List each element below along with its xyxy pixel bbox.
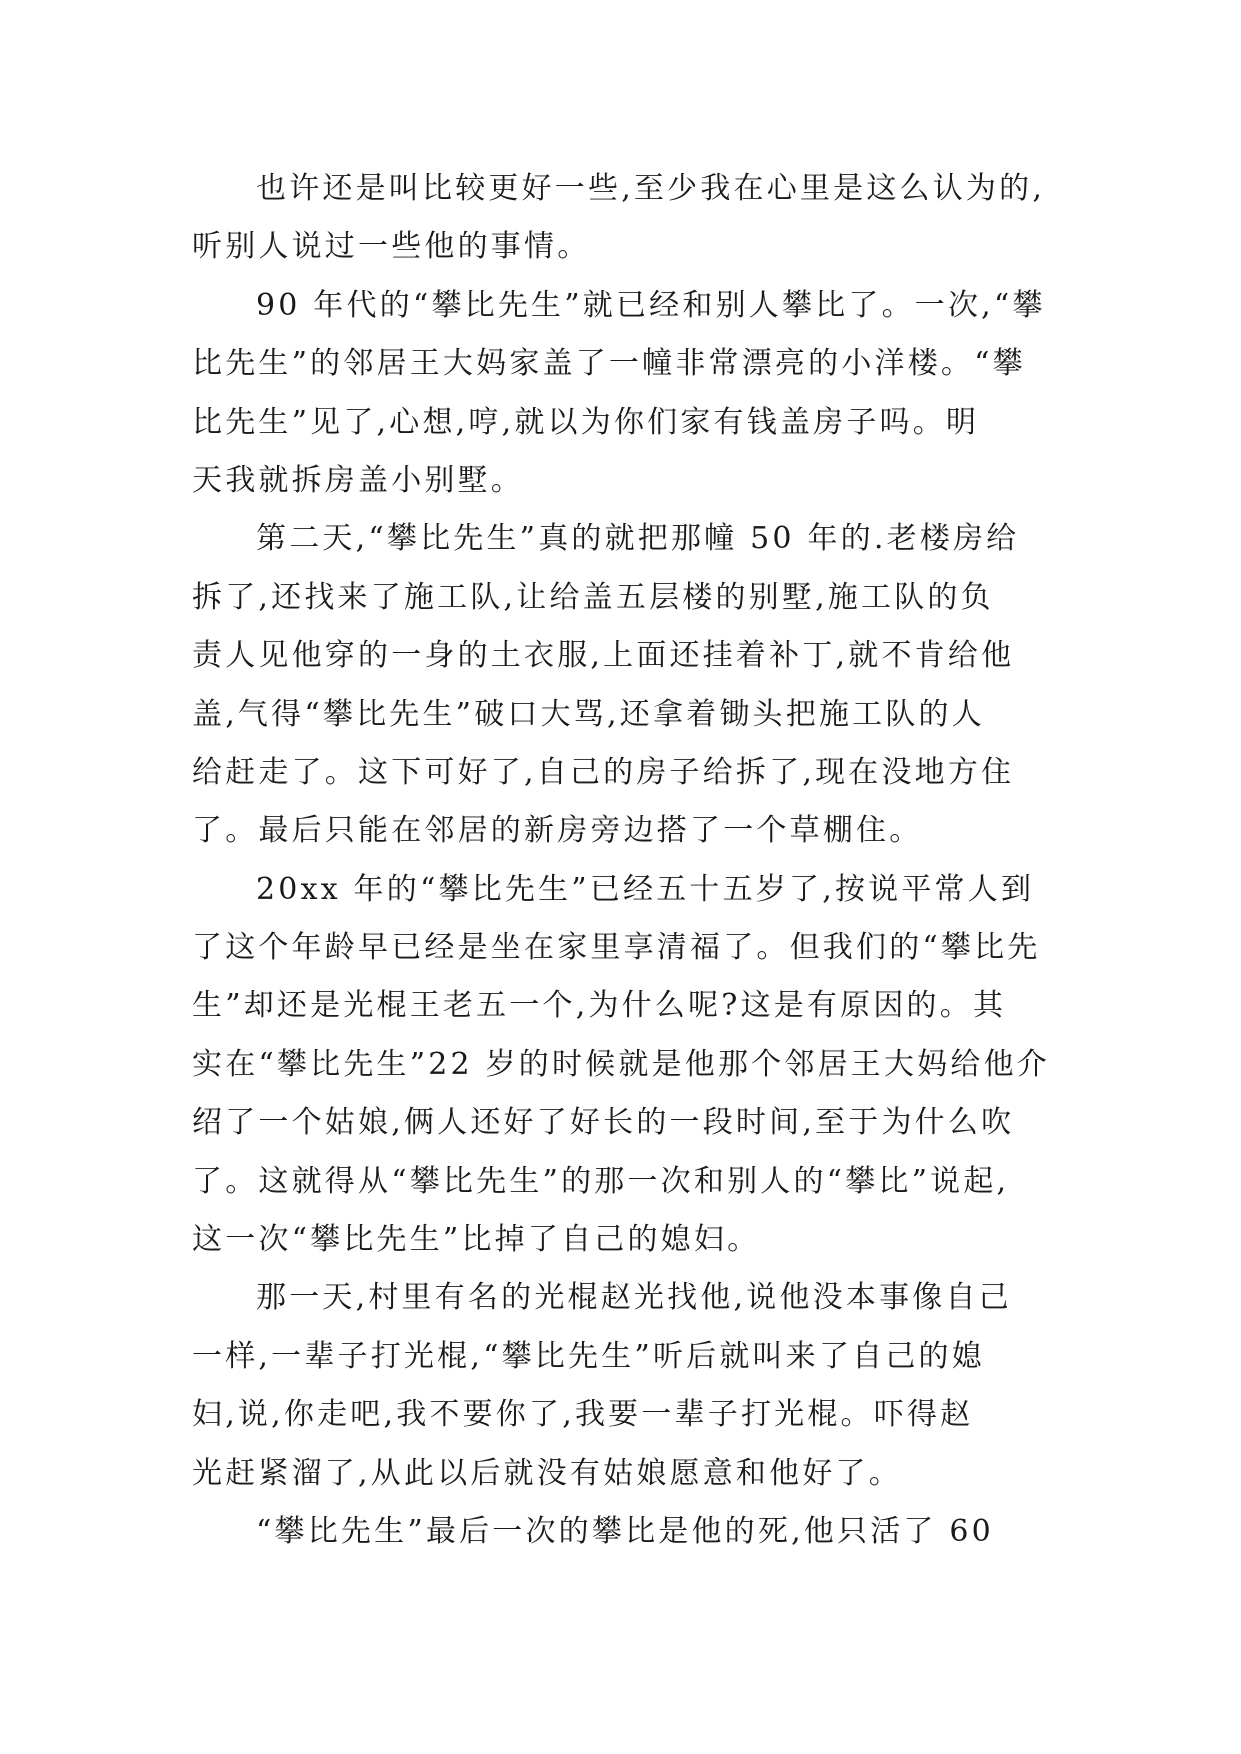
text-line: 了。最后只能在邻居的新房旁边搭了一个草棚住。 bbox=[192, 813, 923, 849]
text-line: 生”却还是光棍王老五一个,为什么呢?这是有原因的。其 bbox=[192, 988, 1007, 1024]
text-line: 一样,一辈子打光棍,“攀比先生”听后就叫来了自己的媳 bbox=[192, 1338, 985, 1374]
text-line: 实在“攀比先生”22 岁的时候就是他那个邻居王大妈给他介 bbox=[192, 1046, 1050, 1082]
paragraph-first-line: 也许还是叫比较更好一些,至少我在心里是这么认为的, bbox=[256, 171, 1046, 206]
text-line: 这一次“攀比先生”比掉了自己的媳妇。 bbox=[192, 1222, 761, 1258]
text-line: 天我就拆房盖小别墅。 bbox=[192, 462, 524, 498]
text-line: 听别人说过一些他的事情。 bbox=[192, 229, 591, 265]
text-line: 给赶走了。这下可好了,自己的房子给拆了,现在没地方住 bbox=[192, 754, 1015, 790]
text-line: 绍了一个姑娘,俩人还好了好长的一段时间,至于为什么吹 bbox=[192, 1105, 1015, 1141]
text-line: 责人见他穿的一身的土衣服,上面还挂着补丁,就不肯给他 bbox=[192, 638, 1015, 674]
text-line: 比先生”见了,心想,哼,就以为你们家有钱盖房子吗。明 bbox=[192, 404, 980, 440]
body-text bbox=[192, 160, 1054, 1561]
text-line: 了。这就得从“攀比先生”的那一次和别人的“攀比”说起, bbox=[192, 1163, 1010, 1199]
text-line: 光赶紧溜了,从此以后就没有姑娘愿意和他好了。 bbox=[192, 1455, 902, 1491]
text-line: 妇,说,你走吧,我不要你了,我要一辈子打光棍。吓得赵 bbox=[192, 1397, 974, 1433]
text-line: 了这个年龄早已经是坐在家里享清福了。但我们的“攀比先 bbox=[192, 930, 1041, 966]
paragraph-first-line: 20xx 年的“攀比先生”已经五十五岁了,按说平常人到 bbox=[256, 871, 1035, 907]
text-line: 拆了,还找来了施工队,让给盖五层楼的别墅,施工队的负 bbox=[192, 579, 994, 615]
paragraph-first-line: 那一天,村里有名的光棍赵光找他,说他没本事像自己 bbox=[256, 1280, 1012, 1316]
paragraph-first-line: 90 年代的“攀比先生”就已经和别人攀比了。一次,“攀 bbox=[256, 287, 1046, 323]
text-line: 比先生”的邻居王大妈家盖了一幢非常漂亮的小洋楼。“攀 bbox=[192, 346, 1026, 382]
paragraph-first-line: “攀比先生”最后一次的攀比是他的死,他只活了 60 bbox=[256, 1513, 994, 1549]
text-line: 盖,气得“攀比先生”破口大骂,还拿着锄头把施工队的人 bbox=[192, 696, 985, 732]
paragraph-first-line: 第二天,“攀比先生”真的就把那幢 50 年的.老楼房给 bbox=[256, 521, 1020, 557]
